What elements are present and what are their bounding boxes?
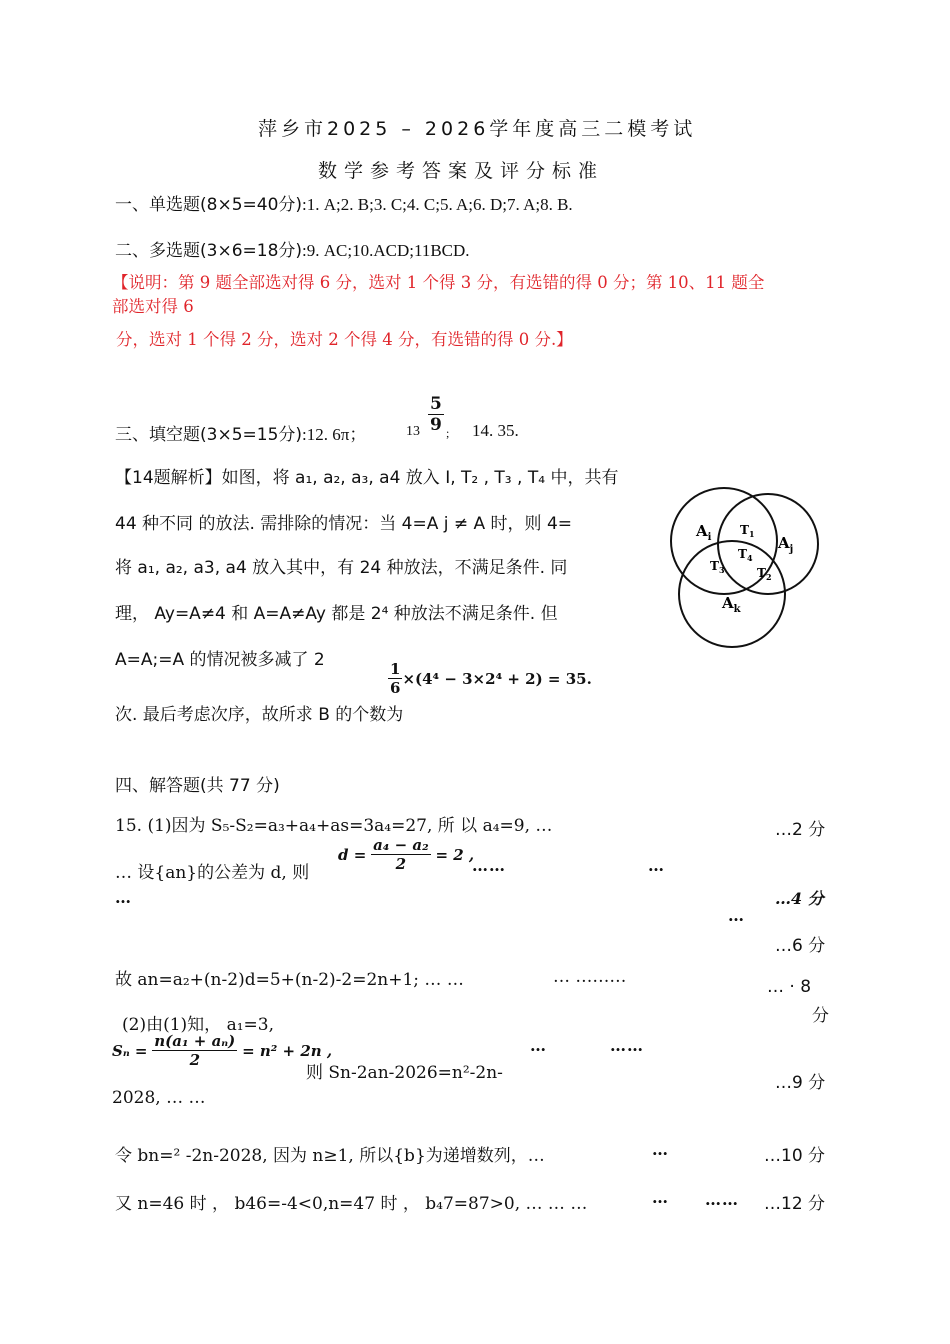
leader-dots: … xyxy=(530,1036,547,1055)
analysis-line-6: 次. 最后考虑次序，故所求 B 的个数为 xyxy=(115,705,404,725)
answer-13-separator: ; xyxy=(446,426,450,440)
page-subtitle: 数学参考答案及评分标准 xyxy=(318,160,605,182)
q15-line-7: 令 bn=² -2n-2028, 因为 n≥1, 所以{b}为递增数列，… xyxy=(115,1146,545,1166)
label-ak: $A_k$ xyxy=(722,594,741,615)
q15-d-formula: d = $\frac{\text{a₄ − a₂}}{2}$ = 2 , xyxy=(338,836,475,873)
fraction-denominator: 6 xyxy=(390,679,401,697)
answer-12: :12. 6π； xyxy=(302,425,367,444)
page-title: 萍乡市2025 – 2026学年度高三二模考试 xyxy=(258,118,697,140)
section-label: 三、填空题(3×5=15分) xyxy=(115,425,303,445)
section-fill-blank xyxy=(115,420,366,445)
fraction-denominator: 9 xyxy=(430,415,442,435)
leader-dots: … xyxy=(648,856,665,875)
section-label: 二、多选题(3×6=18分) xyxy=(115,241,303,261)
section-answers: :1. A;2. B;3. C;4. C;5. A;6. D;7. A;8. B. xyxy=(302,195,573,214)
score-10: …10 分 xyxy=(764,1146,826,1166)
score-8-unit: 分 xyxy=(812,1006,829,1026)
scoring-note-line3: 分，选对 1 个得 2 分，选对 2 个得 4 分，有选错的得 0 分.】 xyxy=(116,330,573,349)
analysis-line-3: 将 a₁, a₂, a3, a4 放入其中，有 24 种放法，不满足条件. 同 xyxy=(115,558,568,578)
analysis-line-2: 44 种不同 的放法. 需排除的情况：当 4=A j ≠ A 时，则 4= xyxy=(115,514,573,534)
answer-13-fraction xyxy=(428,396,444,434)
q15-line-5: 则 Sn-2an-2026=n²-2n- xyxy=(306,1063,503,1083)
answer-13-number: 13 xyxy=(406,424,420,439)
section-solutions-label: 四、解答题(共 77 分) xyxy=(115,776,280,796)
section-single-choice xyxy=(115,190,573,215)
analysis-line-5: A=A;=A 的情况被多减了 2 xyxy=(115,650,325,670)
score-8: … · 8 xyxy=(767,977,812,997)
answer-14: 14. 35. xyxy=(472,421,519,440)
leader-dots: … xyxy=(728,906,745,925)
fraction-numerator: 5 xyxy=(430,394,442,414)
leader-dots: …… xyxy=(472,856,506,875)
score-12: …12 分 xyxy=(764,1194,826,1214)
section-label: 一、单选题(8×5=40分) xyxy=(115,195,303,215)
leader-dots: …… xyxy=(610,1036,644,1055)
score-6: …6 分 xyxy=(775,936,826,956)
fraction-numerator: a₄ − a₂ xyxy=(373,836,429,854)
scoring-note-line1: 【说明：第 9 题全部选对得 6 分，选对 1 个得 3 分，有选错的得 0 分；第 10、11 题全 xyxy=(112,273,765,292)
label-t1: $T_1$ xyxy=(740,523,755,539)
label-t3: $T_3$ xyxy=(710,559,725,575)
leader-dots: … xyxy=(652,1140,669,1159)
label-t2: $T_2$ xyxy=(757,566,772,582)
score-9: …9 分 xyxy=(775,1073,826,1093)
q15-line-6: 2028, … … xyxy=(112,1088,206,1108)
label-aj: $A_j$ xyxy=(778,534,794,555)
label-ai: $A_i$ xyxy=(696,522,712,543)
label-t4: $T_4$ xyxy=(738,547,753,563)
section-answers: :9. AC;10.ACD;11BCD. xyxy=(302,241,470,260)
leader-dots: … xyxy=(652,1188,669,1207)
score-4: …4 分 xyxy=(775,889,824,908)
analysis-line-4: 理， Ay=A≠4 和 A=A≠Ay 都是 2⁴ 种放法不满足条件. 但 xyxy=(115,604,558,624)
q15-line-8: 又 n=46 时 ， b46=-4<0,n=47 时 ， b₄7=87>0, … … … xyxy=(115,1194,588,1214)
q15-sn-formula: Sₙ = $\frac{\text{n(a₁ + aₙ)}}{2}$ = n² + 2n , xyxy=(112,1032,333,1069)
section-multi-choice xyxy=(115,236,470,261)
score-2: …2 分 xyxy=(775,820,826,840)
q15-line-3: 故 an=a₂+(n-2)d=5+(n-2)-2=2n+1; … … xyxy=(115,970,464,990)
q15-line-2: … 设{an}的公差为 d, 则 xyxy=(115,863,310,883)
leader-dots: … ……… xyxy=(553,967,627,987)
formula-body: ×(4⁴ − 3×2⁴ + 2) = 35. xyxy=(402,670,592,688)
fraction-denominator: 2 xyxy=(395,855,407,873)
venn-diagram xyxy=(660,484,830,656)
leader-dots: …… xyxy=(705,1190,739,1209)
analysis-line-1: 【14题解析】如图，将 a₁, a₂, a₃, a4 放入 I, T₂ , T₃ , T₄ 中，共有 xyxy=(115,468,619,488)
q15-line-4: (2)由(1)知， a₁=3, xyxy=(122,1015,274,1035)
q15-line-1: 15. (1)因为 S₅-S₂=a₃+a₄+as=3a₄=27, 所 以 a₄=9, … xyxy=(115,816,553,836)
leader-dots: … xyxy=(115,888,132,907)
analysis-formula xyxy=(388,662,592,696)
fraction-numerator: n(a₁ + aₙ) xyxy=(154,1032,236,1050)
scoring-note-line2: 部选对得 6 xyxy=(112,297,194,316)
fraction-denominator: 2 xyxy=(189,1051,200,1069)
fraction-numerator: 1 xyxy=(390,660,401,678)
